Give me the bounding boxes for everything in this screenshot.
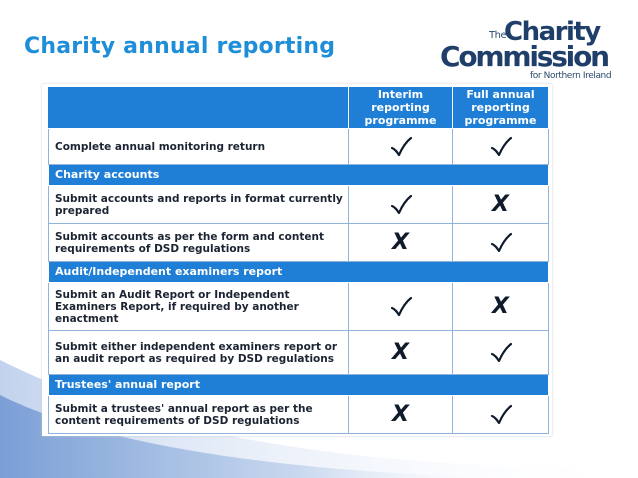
interim-mark-cell: [349, 331, 453, 375]
section-header-row: [49, 165, 549, 186]
requirement-label: Submit accounts as per the form and content requirements of DSD regulations: [49, 224, 349, 262]
logo-commission: Commission: [440, 40, 608, 73]
full-mark-cell: [453, 396, 549, 434]
table-row: [49, 224, 549, 262]
table-row: [49, 396, 549, 434]
requirement-label: Complete annual monitoring return: [49, 129, 349, 165]
table-row: [49, 186, 549, 224]
table-row: [49, 129, 549, 165]
table-body: [49, 129, 549, 434]
table-row: [49, 283, 549, 331]
full-mark-cell: [453, 186, 549, 224]
cross-icon: X: [392, 401, 409, 427]
header-blank-cell: [49, 87, 349, 129]
logo-the: The: [489, 30, 507, 41]
full-mark-cell: [453, 331, 549, 375]
tick-icon: [389, 296, 413, 318]
tick-icon: [389, 136, 413, 158]
section-header-label: Audit/Independent examiners report: [49, 262, 549, 283]
cross-icon: X: [492, 293, 509, 319]
column-header-full: Full annual reporting programme: [453, 87, 549, 129]
cross-icon: X: [392, 229, 409, 255]
requirement-label: Submit either independent examiners report or an audit report as required by DSD regulations: [49, 331, 349, 375]
tick-icon: [489, 232, 513, 254]
cross-icon: X: [392, 339, 409, 365]
table-row: [49, 331, 549, 375]
interim-mark-cell: [349, 396, 453, 434]
tick-icon: [489, 136, 513, 158]
section-header-row: [49, 375, 549, 396]
logo-charity: Charity: [504, 17, 600, 47]
section-header-row: [49, 262, 549, 283]
requirement-label: Submit accounts and reports in format currently prepared: [49, 186, 349, 224]
cross-icon: X: [492, 191, 509, 217]
reporting-requirements-table: [48, 86, 549, 434]
tick-icon: [489, 404, 513, 426]
interim-mark-cell: [349, 186, 453, 224]
slide-title: Charity annual reporting: [24, 34, 336, 59]
interim-mark-cell: [349, 283, 453, 331]
full-mark-cell: [453, 283, 549, 331]
tick-icon: [389, 194, 413, 216]
interim-mark-cell: [349, 129, 453, 165]
requirement-label: Submit an Audit Report or Independent Examiners Report, if required by another enactment: [49, 283, 349, 331]
full-mark-cell: [453, 224, 549, 262]
tick-icon: [489, 342, 513, 364]
charity-commission-logo: [438, 17, 620, 87]
logo-tagline: for Northern Ireland: [530, 71, 612, 81]
section-header-label: Trustees' annual report: [49, 375, 549, 396]
interim-mark-cell: [349, 224, 453, 262]
requirement-label: Submit a trustees' annual report as per the content requirements of DSD regulations: [49, 396, 349, 434]
column-header-interim: Interim reporting programme: [349, 87, 453, 129]
full-mark-cell: [453, 129, 549, 165]
section-header-label: Charity accounts: [49, 165, 549, 186]
